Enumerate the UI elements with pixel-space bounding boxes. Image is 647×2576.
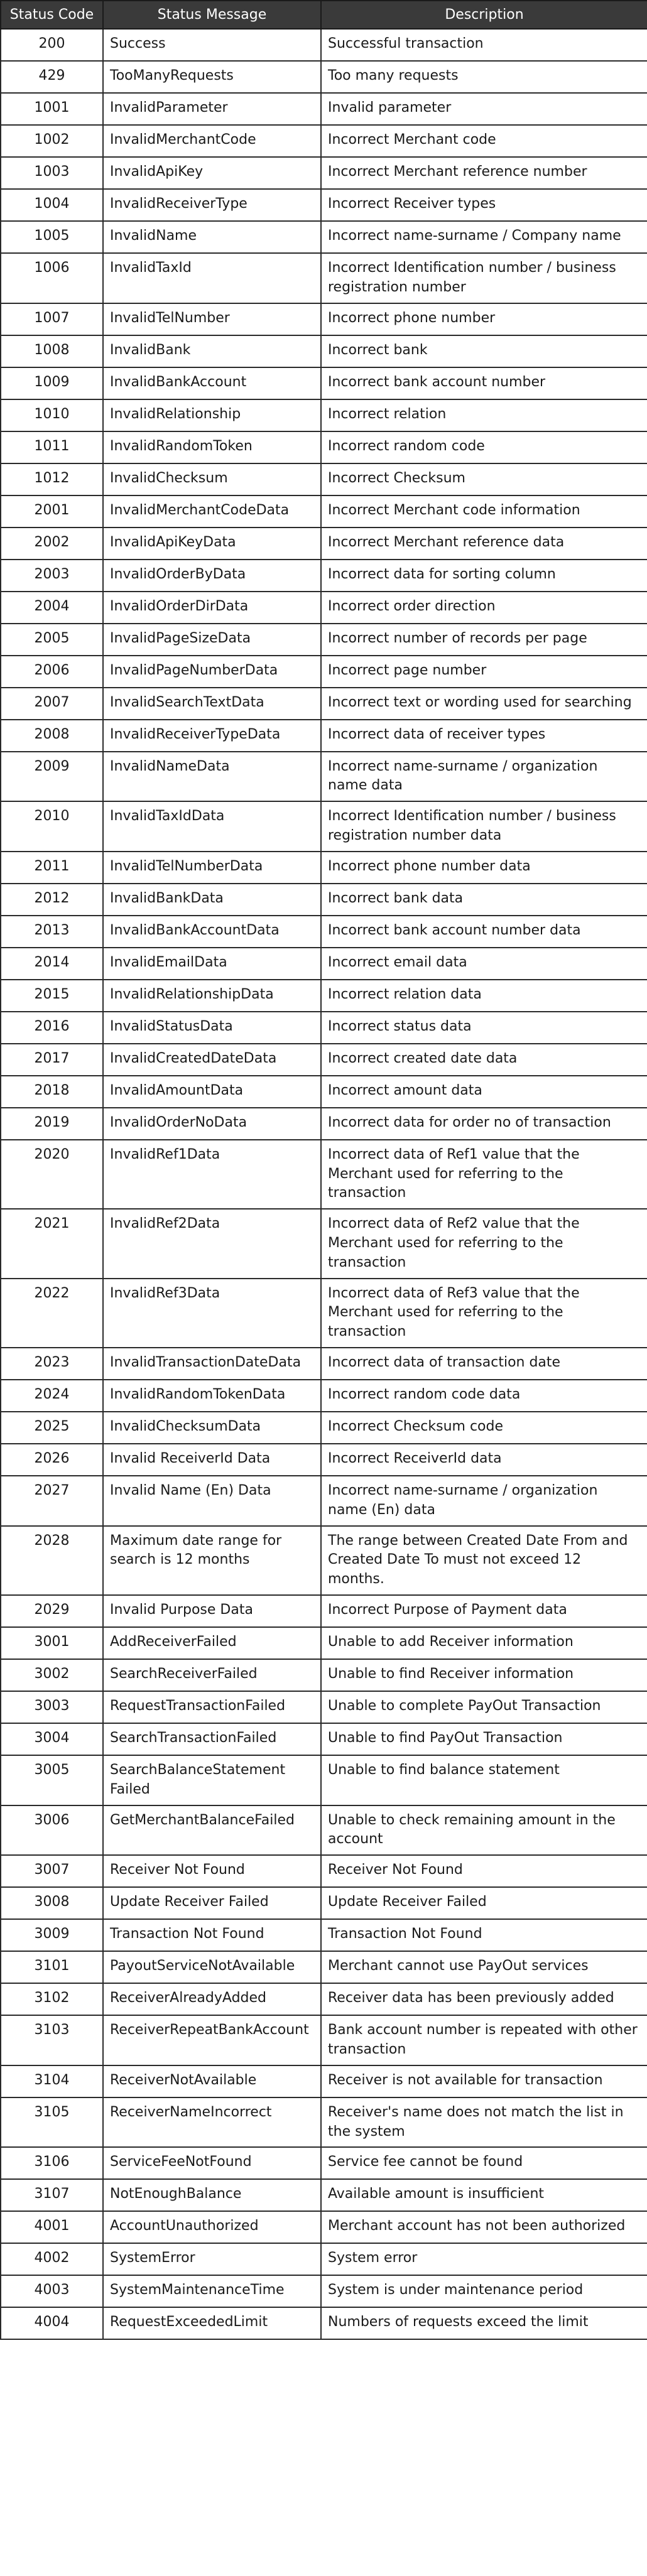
status-message-cell: GetMerchantBalanceFailed bbox=[103, 1805, 321, 1856]
description-cell: Incorrect Merchant reference number bbox=[321, 157, 647, 189]
status-code-cell: 2014 bbox=[1, 948, 103, 980]
status-message-cell: SearchBalanceStatement Failed bbox=[103, 1755, 321, 1805]
description-cell: Incorrect Identification number / business registration number data bbox=[321, 801, 647, 852]
description-cell: System error bbox=[321, 2243, 647, 2275]
status-code-cell: 2025 bbox=[1, 1412, 103, 1444]
status-message-cell: Maximum date range for search is 12 months bbox=[103, 1526, 321, 1595]
table-row bbox=[1, 1012, 647, 1044]
description-cell: Incorrect Purpose of Payment data bbox=[321, 1595, 647, 1627]
description-cell: Incorrect number of records per page bbox=[321, 624, 647, 656]
status-code-cell: 1012 bbox=[1, 463, 103, 495]
status-code-cell: 2018 bbox=[1, 1076, 103, 1108]
description-cell: Incorrect page number bbox=[321, 656, 647, 688]
status-message-cell: SystemError bbox=[103, 2243, 321, 2275]
table-row bbox=[1, 93, 647, 125]
status-code-cell: 2029 bbox=[1, 1595, 103, 1627]
description-cell: Incorrect order direction bbox=[321, 592, 647, 624]
status-code-cell: 1006 bbox=[1, 253, 103, 303]
description-cell: Too many requests bbox=[321, 61, 647, 93]
description-cell: Incorrect Merchant code information bbox=[321, 495, 647, 528]
status-code-cell: 1003 bbox=[1, 157, 103, 189]
table-row bbox=[1, 1044, 647, 1076]
status-code-cell: 2024 bbox=[1, 1380, 103, 1412]
status-message-cell: Invalid Name (En) Data bbox=[103, 1476, 321, 1526]
status-message-cell: InvalidReceiverTypeData bbox=[103, 720, 321, 752]
table-row bbox=[1, 125, 647, 157]
table-row bbox=[1, 1108, 647, 1140]
description-cell: Incorrect email data bbox=[321, 948, 647, 980]
status-code-cell: 2002 bbox=[1, 528, 103, 560]
table-row bbox=[1, 1444, 647, 1476]
status-message-cell: Update Receiver Failed bbox=[103, 1887, 321, 1919]
status-message-cell: ReceiverNotAvailable bbox=[103, 2065, 321, 2097]
table-row bbox=[1, 2065, 647, 2097]
column-header-status-code: Status Code bbox=[1, 1, 103, 29]
description-cell: Incorrect name-surname / Company name bbox=[321, 221, 647, 253]
status-code-cell: 3007 bbox=[1, 1855, 103, 1887]
description-cell: Unable to complete PayOut Transaction bbox=[321, 1691, 647, 1723]
table-row bbox=[1, 528, 647, 560]
description-cell: Incorrect bank account number bbox=[321, 367, 647, 399]
description-cell: Numbers of requests exceed the limit bbox=[321, 2307, 647, 2339]
status-code-cell: 2027 bbox=[1, 1476, 103, 1526]
description-cell: Incorrect bank bbox=[321, 335, 647, 367]
description-cell: Unable to check remaining amount in the account bbox=[321, 1805, 647, 1856]
description-cell: Incorrect Receiver types bbox=[321, 189, 647, 221]
table-row bbox=[1, 253, 647, 303]
status-code-cell: 4001 bbox=[1, 2211, 103, 2243]
table-row bbox=[1, 1659, 647, 1691]
status-message-cell: InvalidSearchTextData bbox=[103, 688, 321, 720]
status-code-cell: 2023 bbox=[1, 1348, 103, 1380]
table-row bbox=[1, 884, 647, 916]
description-cell: Invalid parameter bbox=[321, 93, 647, 125]
status-code-cell: 3106 bbox=[1, 2147, 103, 2179]
table-row bbox=[1, 1140, 647, 1209]
status-code-cell: 3004 bbox=[1, 1723, 103, 1755]
status-message-cell: Receiver Not Found bbox=[103, 1855, 321, 1887]
table-row bbox=[1, 656, 647, 688]
status-message-cell: InvalidParameter bbox=[103, 93, 321, 125]
status-message-cell: InvalidEmailData bbox=[103, 948, 321, 980]
table-row bbox=[1, 1348, 647, 1380]
status-code-cell: 1009 bbox=[1, 367, 103, 399]
table-row bbox=[1, 29, 647, 61]
table-row bbox=[1, 1983, 647, 2015]
status-message-cell: InvalidReceiverType bbox=[103, 189, 321, 221]
status-code-cell: 2004 bbox=[1, 592, 103, 624]
header-row bbox=[1, 1, 647, 29]
status-code-cell: 2011 bbox=[1, 852, 103, 884]
table-row bbox=[1, 1723, 647, 1755]
description-cell: The range between Created Date From and Created Date To must not exceed 12 months. bbox=[321, 1526, 647, 1595]
status-code-cell: 2012 bbox=[1, 884, 103, 916]
table-row bbox=[1, 1476, 647, 1526]
table-row bbox=[1, 157, 647, 189]
status-message-cell: ReceiverRepeatBankAccount bbox=[103, 2015, 321, 2065]
status-message-cell: InvalidCreatedDateData bbox=[103, 1044, 321, 1076]
status-code-cell: 2007 bbox=[1, 688, 103, 720]
status-message-cell: InvalidBank bbox=[103, 335, 321, 367]
status-code-cell: 1010 bbox=[1, 399, 103, 431]
description-cell: Incorrect bank account number data bbox=[321, 916, 647, 948]
status-code-cell: 3107 bbox=[1, 2179, 103, 2211]
table-row bbox=[1, 1076, 647, 1108]
description-cell: Merchant account has not been authorized bbox=[321, 2211, 647, 2243]
status-message-cell: Invalid Purpose Data bbox=[103, 1595, 321, 1627]
table-row bbox=[1, 752, 647, 802]
status-message-cell: InvalidTelNumber bbox=[103, 303, 321, 335]
status-code-cell: 2006 bbox=[1, 656, 103, 688]
description-cell: Incorrect text or wording used for searching bbox=[321, 688, 647, 720]
status-message-cell: InvalidRef3Data bbox=[103, 1279, 321, 1348]
table-row bbox=[1, 1887, 647, 1919]
status-code-cell: 3003 bbox=[1, 1691, 103, 1723]
description-cell: Incorrect random code bbox=[321, 431, 647, 463]
table-row bbox=[1, 2179, 647, 2211]
table-row bbox=[1, 1805, 647, 1856]
description-cell: Incorrect phone number data bbox=[321, 852, 647, 884]
status-code-cell: 3102 bbox=[1, 1983, 103, 2015]
status-message-cell: PayoutServiceNotAvailable bbox=[103, 1951, 321, 1983]
description-cell: Incorrect name-surname / organization name (En) data bbox=[321, 1476, 647, 1526]
status-message-cell: InvalidRef2Data bbox=[103, 1209, 321, 1278]
table-row bbox=[1, 2243, 647, 2275]
description-cell: Incorrect relation data bbox=[321, 980, 647, 1012]
status-code-cell: 1002 bbox=[1, 125, 103, 157]
status-code-cell: 429 bbox=[1, 61, 103, 93]
status-message-cell: Transaction Not Found bbox=[103, 1919, 321, 1951]
status-message-cell: InvalidPageSizeData bbox=[103, 624, 321, 656]
status-code-cell: 2003 bbox=[1, 560, 103, 592]
status-code-cell: 2021 bbox=[1, 1209, 103, 1278]
status-code-cell: 2005 bbox=[1, 624, 103, 656]
table-row bbox=[1, 1412, 647, 1444]
table-row bbox=[1, 1380, 647, 1412]
status-message-cell: ReceiverAlreadyAdded bbox=[103, 1983, 321, 2015]
status-code-cell: 2010 bbox=[1, 801, 103, 852]
table-row bbox=[1, 495, 647, 528]
description-cell: Incorrect data of receiver types bbox=[321, 720, 647, 752]
status-message-cell: InvalidName bbox=[103, 221, 321, 253]
table-row bbox=[1, 303, 647, 335]
status-message-cell: InvalidStatusData bbox=[103, 1012, 321, 1044]
description-cell: Incorrect Merchant code bbox=[321, 125, 647, 157]
table-row bbox=[1, 1526, 647, 1595]
status-message-cell: SearchReceiverFailed bbox=[103, 1659, 321, 1691]
table-row bbox=[1, 688, 647, 720]
description-cell: Receiver Not Found bbox=[321, 1855, 647, 1887]
status-code-cell: 2026 bbox=[1, 1444, 103, 1476]
status-code-cell: 2017 bbox=[1, 1044, 103, 1076]
status-message-cell: SystemMaintenanceTime bbox=[103, 2275, 321, 2307]
status-code-cell: 3009 bbox=[1, 1919, 103, 1951]
description-cell: Incorrect amount data bbox=[321, 1076, 647, 1108]
status-code-cell: 2028 bbox=[1, 1526, 103, 1595]
table-row bbox=[1, 916, 647, 948]
table-row bbox=[1, 2097, 647, 2148]
status-code-cell: 1001 bbox=[1, 93, 103, 125]
description-cell: Incorrect status data bbox=[321, 1012, 647, 1044]
status-message-cell: Success bbox=[103, 29, 321, 61]
table-row bbox=[1, 431, 647, 463]
table-row bbox=[1, 1919, 647, 1951]
status-message-cell: InvalidRelationship bbox=[103, 399, 321, 431]
status-message-cell: Invalid ReceiverId Data bbox=[103, 1444, 321, 1476]
table-row bbox=[1, 852, 647, 884]
table-row bbox=[1, 399, 647, 431]
description-cell: Incorrect data of Ref2 value that the Merchant used for referring to the transaction bbox=[321, 1209, 647, 1278]
status-code-cell: 3002 bbox=[1, 1659, 103, 1691]
status-message-cell: InvalidRandomToken bbox=[103, 431, 321, 463]
table-body bbox=[1, 29, 647, 2339]
table-row bbox=[1, 335, 647, 367]
description-cell: Unable to find PayOut Transaction bbox=[321, 1723, 647, 1755]
description-cell: Incorrect data of Ref1 value that the Merchant used for referring to the transaction bbox=[321, 1140, 647, 1209]
status-message-cell: InvalidBankData bbox=[103, 884, 321, 916]
table-row bbox=[1, 980, 647, 1012]
status-code-cell: 2001 bbox=[1, 495, 103, 528]
description-cell: Incorrect ReceiverId data bbox=[321, 1444, 647, 1476]
table-row bbox=[1, 1951, 647, 1983]
description-cell: Bank account number is repeated with other transaction bbox=[321, 2015, 647, 2065]
table-header bbox=[1, 1, 647, 29]
description-cell: Unable to find balance statement bbox=[321, 1755, 647, 1805]
status-code-cell: 3001 bbox=[1, 1627, 103, 1659]
table-row bbox=[1, 948, 647, 980]
description-cell: Available amount is insufficient bbox=[321, 2179, 647, 2211]
status-message-cell: RequestTransactionFailed bbox=[103, 1691, 321, 1723]
table-row bbox=[1, 1855, 647, 1887]
status-code-cell: 2019 bbox=[1, 1108, 103, 1140]
description-cell: System is under maintenance period bbox=[321, 2275, 647, 2307]
status-code-cell: 1011 bbox=[1, 431, 103, 463]
description-cell: Incorrect data of transaction date bbox=[321, 1348, 647, 1380]
table-row bbox=[1, 1279, 647, 1348]
description-cell: Incorrect relation bbox=[321, 399, 647, 431]
table-row bbox=[1, 189, 647, 221]
status-message-cell: InvalidBankAccount bbox=[103, 367, 321, 399]
description-cell: Incorrect data of Ref3 value that the Merchant used for referring to the transaction bbox=[321, 1279, 647, 1348]
description-cell: Incorrect data for order no of transaction bbox=[321, 1108, 647, 1140]
description-cell: Merchant cannot use PayOut services bbox=[321, 1951, 647, 1983]
status-code-cell: 200 bbox=[1, 29, 103, 61]
table-row bbox=[1, 1209, 647, 1278]
status-message-cell: InvalidAmountData bbox=[103, 1076, 321, 1108]
column-header-status-message: Status Message bbox=[103, 1, 321, 29]
status-message-cell: AddReceiverFailed bbox=[103, 1627, 321, 1659]
description-cell: Update Receiver Failed bbox=[321, 1887, 647, 1919]
table-row bbox=[1, 367, 647, 399]
table-row bbox=[1, 2211, 647, 2243]
status-message-cell: RequestExceededLimit bbox=[103, 2307, 321, 2339]
status-message-cell: InvalidTelNumberData bbox=[103, 852, 321, 884]
table-row bbox=[1, 2307, 647, 2339]
status-message-cell: InvalidBankAccountData bbox=[103, 916, 321, 948]
status-code-cell: 4003 bbox=[1, 2275, 103, 2307]
description-cell: Incorrect phone number bbox=[321, 303, 647, 335]
status-message-cell: InvalidNameData bbox=[103, 752, 321, 802]
table-row bbox=[1, 720, 647, 752]
description-cell: Transaction Not Found bbox=[321, 1919, 647, 1951]
status-code-cell: 2009 bbox=[1, 752, 103, 802]
status-code-cell: 4002 bbox=[1, 2243, 103, 2275]
table-row bbox=[1, 221, 647, 253]
status-code-cell: 2008 bbox=[1, 720, 103, 752]
table-row bbox=[1, 1595, 647, 1627]
table-row bbox=[1, 2015, 647, 2065]
status-message-cell: InvalidChecksumData bbox=[103, 1412, 321, 1444]
status-code-cell: 1007 bbox=[1, 303, 103, 335]
description-cell: Incorrect Identification number / business registration number bbox=[321, 253, 647, 303]
status-message-cell: SearchTransactionFailed bbox=[103, 1723, 321, 1755]
description-cell: Successful transaction bbox=[321, 29, 647, 61]
status-message-cell: NotEnoughBalance bbox=[103, 2179, 321, 2211]
status-code-cell: 3006 bbox=[1, 1805, 103, 1856]
status-message-cell: InvalidRef1Data bbox=[103, 1140, 321, 1209]
table-row bbox=[1, 560, 647, 592]
description-cell: Receiver data has been previously added bbox=[321, 1983, 647, 2015]
status-message-cell: InvalidOrderNoData bbox=[103, 1108, 321, 1140]
status-message-cell: InvalidChecksum bbox=[103, 463, 321, 495]
column-header-description: Description bbox=[321, 1, 647, 29]
status-code-cell: 2022 bbox=[1, 1279, 103, 1348]
status-message-cell: InvalidRandomTokenData bbox=[103, 1380, 321, 1412]
status-code-cell: 1008 bbox=[1, 335, 103, 367]
status-code-cell: 3101 bbox=[1, 1951, 103, 1983]
status-code-cell: 2013 bbox=[1, 916, 103, 948]
table-row bbox=[1, 624, 647, 656]
description-cell: Incorrect Merchant reference data bbox=[321, 528, 647, 560]
status-code-cell: 3008 bbox=[1, 1887, 103, 1919]
table-row bbox=[1, 2275, 647, 2307]
status-code-cell: 1005 bbox=[1, 221, 103, 253]
status-message-cell: InvalidMerchantCode bbox=[103, 125, 321, 157]
status-message-cell: InvalidOrderDirData bbox=[103, 592, 321, 624]
status-code-cell: 2015 bbox=[1, 980, 103, 1012]
status-code-cell: 3104 bbox=[1, 2065, 103, 2097]
description-cell: Unable to add Receiver information bbox=[321, 1627, 647, 1659]
table-row bbox=[1, 463, 647, 495]
status-message-cell: InvalidApiKeyData bbox=[103, 528, 321, 560]
table-row bbox=[1, 2147, 647, 2179]
table-row bbox=[1, 592, 647, 624]
status-code-cell: 2016 bbox=[1, 1012, 103, 1044]
description-cell: Incorrect bank data bbox=[321, 884, 647, 916]
status-message-cell: InvalidTaxIdData bbox=[103, 801, 321, 852]
description-cell: Receiver's name does not match the list in the system bbox=[321, 2097, 647, 2148]
status-code-cell: 3105 bbox=[1, 2097, 103, 2148]
status-message-cell: InvalidOrderByData bbox=[103, 560, 321, 592]
status-message-cell: ServiceFeeNotFound bbox=[103, 2147, 321, 2179]
status-message-cell: InvalidRelationshipData bbox=[103, 980, 321, 1012]
status-code-cell: 3005 bbox=[1, 1755, 103, 1805]
table-row bbox=[1, 61, 647, 93]
description-cell: Incorrect random code data bbox=[321, 1380, 647, 1412]
table-row bbox=[1, 1755, 647, 1805]
status-message-cell: ReceiverNameIncorrect bbox=[103, 2097, 321, 2148]
description-cell: Incorrect created date data bbox=[321, 1044, 647, 1076]
description-cell: Incorrect data for sorting column bbox=[321, 560, 647, 592]
description-cell: Incorrect name-surname / organization name data bbox=[321, 752, 647, 802]
description-cell: Incorrect Checksum code bbox=[321, 1412, 647, 1444]
status-code-cell: 2020 bbox=[1, 1140, 103, 1209]
status-message-cell: TooManyRequests bbox=[103, 61, 321, 93]
status-message-cell: InvalidTaxId bbox=[103, 253, 321, 303]
description-cell: Service fee cannot be found bbox=[321, 2147, 647, 2179]
status-message-cell: InvalidPageNumberData bbox=[103, 656, 321, 688]
description-cell: Incorrect Checksum bbox=[321, 463, 647, 495]
table-row bbox=[1, 1627, 647, 1659]
description-cell: Receiver is not available for transaction bbox=[321, 2065, 647, 2097]
status-message-cell: AccountUnauthorized bbox=[103, 2211, 321, 2243]
status-code-cell: 4004 bbox=[1, 2307, 103, 2339]
status-code-cell: 3103 bbox=[1, 2015, 103, 2065]
status-message-cell: InvalidMerchantCodeData bbox=[103, 495, 321, 528]
table-row bbox=[1, 1691, 647, 1723]
table-row bbox=[1, 801, 647, 852]
description-cell: Unable to find Receiver information bbox=[321, 1659, 647, 1691]
status-message-cell: InvalidTransactionDateData bbox=[103, 1348, 321, 1380]
status-message-cell: InvalidApiKey bbox=[103, 157, 321, 189]
status-code-cell: 1004 bbox=[1, 189, 103, 221]
